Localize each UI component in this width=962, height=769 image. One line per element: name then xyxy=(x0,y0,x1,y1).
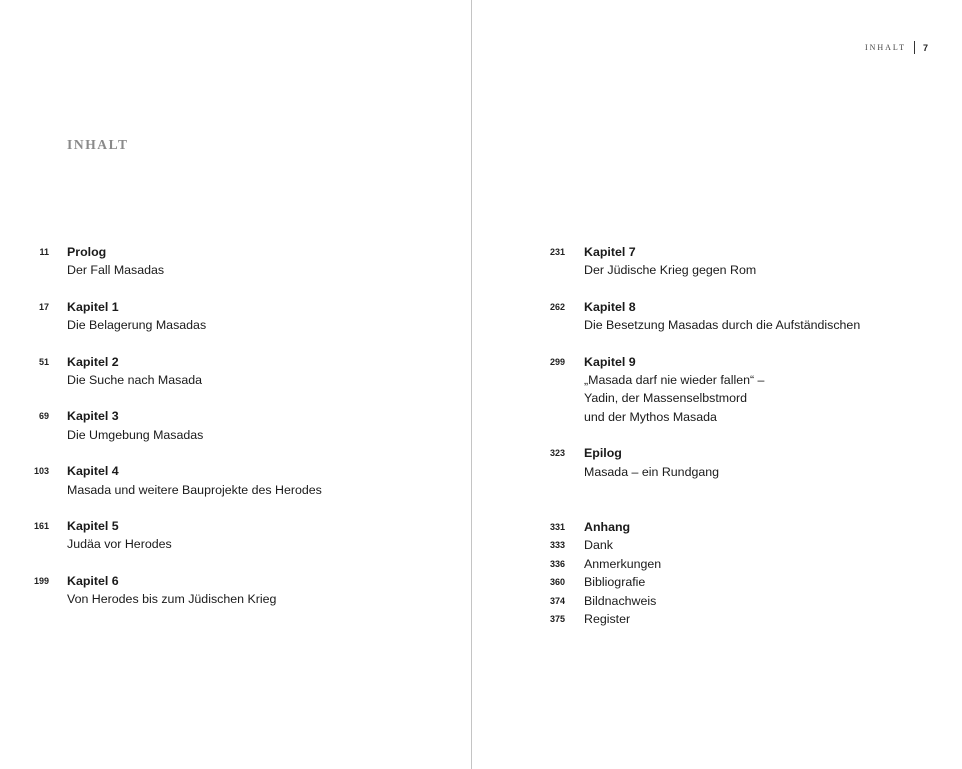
toc-entry[interactable] xyxy=(0,572,472,609)
toc-entry[interactable] xyxy=(0,407,472,444)
left-page xyxy=(0,0,472,769)
page-number: 375 xyxy=(549,613,565,624)
appendix-title: Anhang xyxy=(584,520,631,534)
chapter-title: Kapitel 8 xyxy=(584,299,636,314)
appendix-label: Register xyxy=(584,611,631,626)
chapter-title: Kapitel 5 xyxy=(67,519,119,534)
appendix-item[interactable] xyxy=(473,573,962,591)
page-number: 161 xyxy=(33,521,49,532)
toc-entry[interactable] xyxy=(473,353,962,427)
page-number: 331 xyxy=(549,522,565,532)
left-toc-list xyxy=(0,243,472,627)
page-number: 103 xyxy=(33,466,49,477)
page-number: 374 xyxy=(549,595,565,606)
chapter-title: Kapitel 9 xyxy=(584,354,636,369)
toc-heading: INHALT xyxy=(67,137,129,152)
toc-entry[interactable] xyxy=(473,444,962,481)
chapter-title: Kapitel 1 xyxy=(67,299,119,314)
page-number: 51 xyxy=(38,356,49,367)
appendix-label: Dank xyxy=(584,538,613,553)
chapter-title: Prolog xyxy=(67,245,107,259)
toc-entry[interactable] xyxy=(0,243,472,280)
toc-entry[interactable] xyxy=(473,298,962,335)
chapter-title: Kapitel 7 xyxy=(584,245,636,259)
chapter-subtitle: Der Fall Masadas xyxy=(67,263,165,278)
page-number: 11 xyxy=(39,247,49,257)
running-head xyxy=(865,41,928,54)
chapter-subtitle: Yadin, der Massenselbstmord xyxy=(584,391,747,406)
toc-entry[interactable] xyxy=(473,243,962,280)
running-head-divider xyxy=(914,41,915,54)
appendix-item[interactable] xyxy=(473,592,962,610)
chapter-subtitle: Der Jüdische Krieg gegen Rom xyxy=(584,263,757,278)
chapter-subtitle: Judäa vor Herodes xyxy=(67,537,172,552)
chapter-title: Kapitel 4 xyxy=(67,464,119,479)
chapter-title: Epilog xyxy=(584,446,622,461)
toc-entry[interactable] xyxy=(0,462,472,499)
chapter-subtitle: Die Besetzung Masadas durch die Aufständischen xyxy=(584,318,861,333)
appendix-label: Bildnachweis xyxy=(584,593,657,608)
chapter-subtitle: Von Herodes bis zum Jüdischen Krieg xyxy=(67,592,277,607)
chapter-subtitle: „Masada darf nie wieder fallen“ – xyxy=(584,373,765,388)
folio-number: 7 xyxy=(922,42,928,53)
page-number: 336 xyxy=(549,558,565,569)
page-number: 333 xyxy=(549,540,565,551)
chapter-subtitle: Die Umgebung Masadas xyxy=(67,427,204,442)
chapter-subtitle: Die Belagerung Masadas xyxy=(67,318,207,333)
appendix-item[interactable] xyxy=(473,610,962,628)
page-number: 262 xyxy=(549,301,565,312)
chapter-title: Kapitel 3 xyxy=(67,409,119,424)
page-number: 17 xyxy=(38,301,49,312)
appendix-item[interactable] xyxy=(473,536,962,554)
appendix-label: Anmerkungen xyxy=(584,556,662,571)
chapter-subtitle: Die Suche nach Masada xyxy=(67,373,203,388)
appendix-list xyxy=(473,518,962,628)
page-number: 231 xyxy=(549,247,565,257)
page-number: 323 xyxy=(549,448,565,459)
page-number: 360 xyxy=(549,577,565,588)
page-number: 69 xyxy=(38,411,49,422)
toc-entry[interactable] xyxy=(0,298,472,335)
page-gutter xyxy=(471,0,472,769)
appendix-item[interactable] xyxy=(473,555,962,573)
page-number: 299 xyxy=(549,356,565,367)
page-number: 199 xyxy=(33,575,49,586)
right-page xyxy=(473,0,962,769)
toc-entry[interactable] xyxy=(0,353,472,390)
appendix-label: Bibliografie xyxy=(584,575,646,590)
chapter-subtitle: Masada – ein Rundgang xyxy=(584,464,720,479)
right-toc-list xyxy=(473,243,962,499)
chapter-subtitle: und der Mythos Masada xyxy=(584,409,717,424)
chapter-title: Kapitel 2 xyxy=(67,354,119,369)
running-head-label: INHALT xyxy=(864,43,906,52)
chapter-subtitle: Masada und weitere Bauprojekte des Herodes xyxy=(67,482,322,497)
appendix-heading[interactable] xyxy=(473,518,962,536)
toc-entry[interactable] xyxy=(0,517,472,554)
chapter-title: Kapitel 6 xyxy=(67,573,119,588)
